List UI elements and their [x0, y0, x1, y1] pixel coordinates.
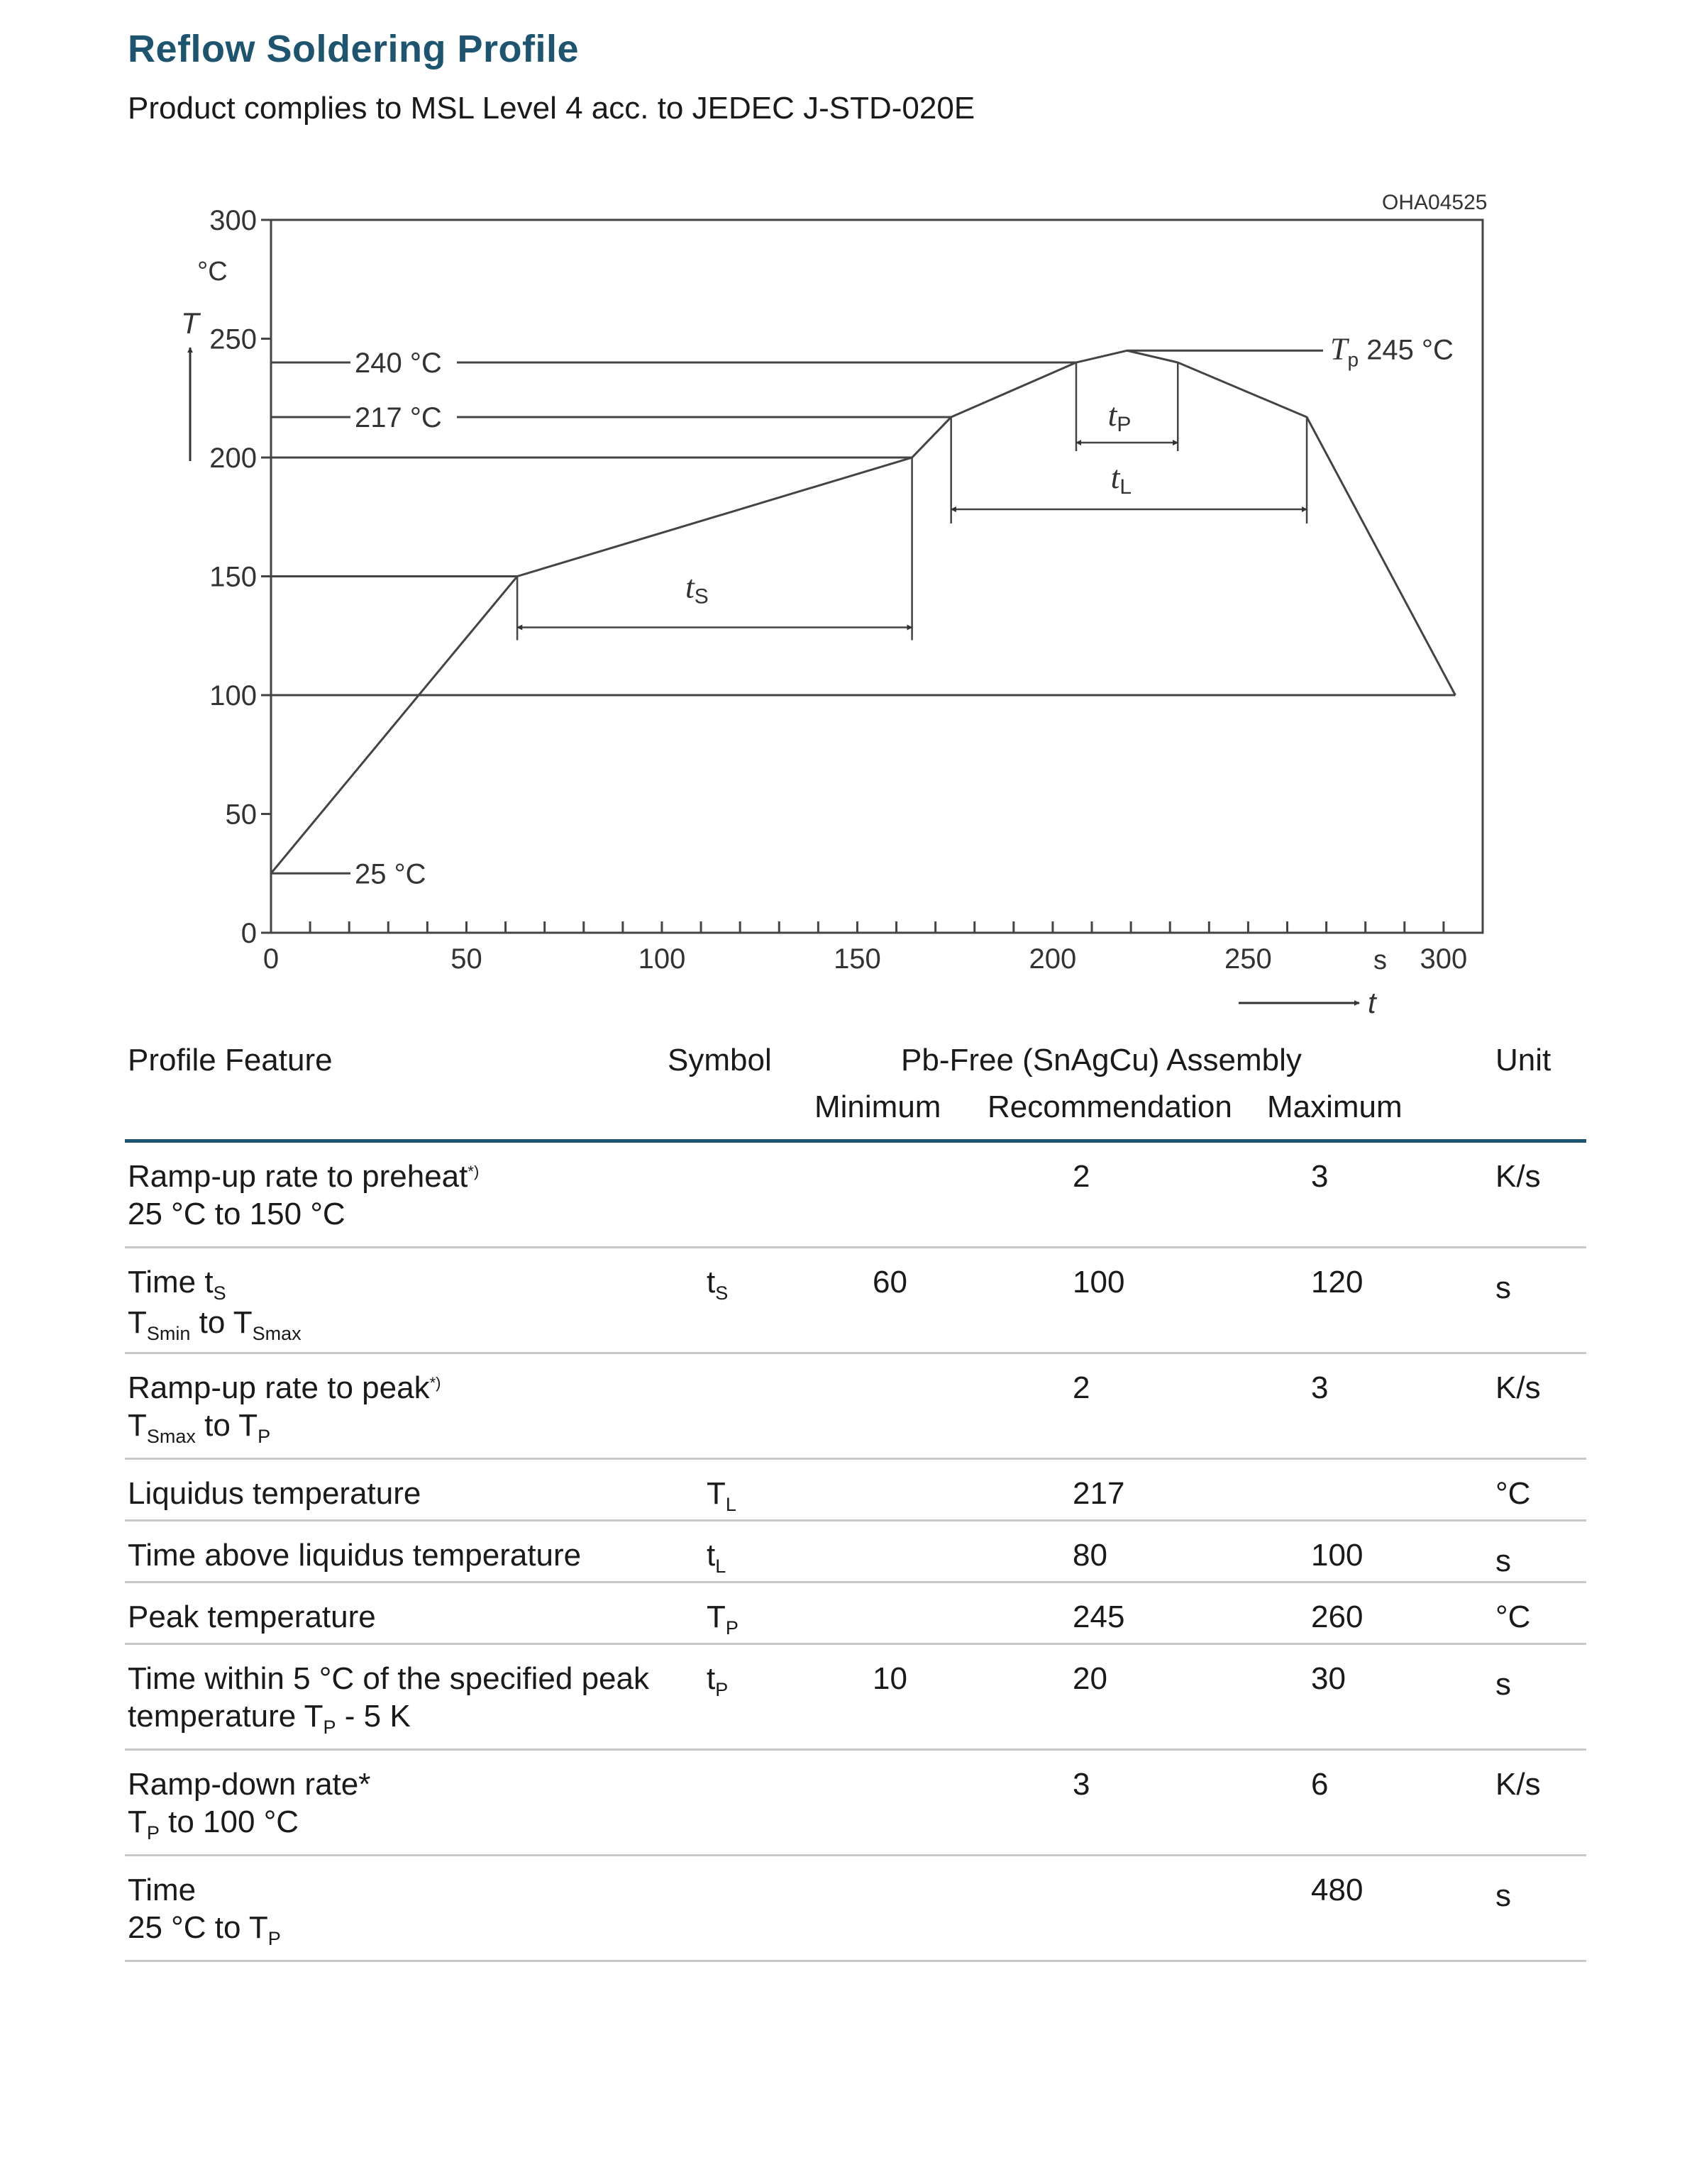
label-ts: tS	[685, 568, 709, 609]
reflow-profile-chart	[142, 177, 1532, 1050]
header-unit: Unit	[1495, 1043, 1552, 1077]
recommendation-cell: 2	[1073, 1159, 1090, 1194]
minimum-cell: 10	[873, 1661, 907, 1696]
profile-table	[125, 1036, 1586, 1962]
feature-cell: Time 25 °C to $T_P$	[128, 1873, 281, 1949]
maximum-cell: 30	[1311, 1661, 1346, 1696]
symbol-cell: $t_S$	[707, 1265, 729, 1304]
recommendation-cell: 2	[1073, 1370, 1090, 1405]
y-axis-symbol: T	[181, 306, 199, 340]
unit-cell: °C	[1495, 1476, 1531, 1511]
reference-lines	[271, 350, 1455, 873]
maximum-cell: 260	[1311, 1600, 1364, 1634]
page-subtitle: Product complies to MSL Level 4 acc. to JEDEC J-STD-020E	[128, 91, 975, 126]
x-tick-label: 300	[1420, 943, 1468, 975]
feature-cell: Time within 5 °C of the specified peak temperature $T_P - 5$ K	[128, 1661, 649, 1738]
minimum-cell: 60	[873, 1265, 907, 1299]
table-row	[125, 1856, 1586, 1962]
y-tick-label: 250	[209, 323, 257, 355]
profile-line	[271, 350, 1455, 873]
symbol-cell: $t_L$	[707, 1538, 726, 1577]
table-row	[125, 1645, 1586, 1751]
maximum-cell: 3	[1311, 1370, 1329, 1405]
unit-cell: °C	[1495, 1600, 1531, 1634]
x-tick-label: 250	[1224, 943, 1272, 975]
dimension-lines	[517, 362, 1307, 641]
unit-cell: K/s	[1495, 1370, 1541, 1405]
y-tick-label: 0	[240, 918, 257, 949]
maximum-cell: 100	[1311, 1538, 1364, 1573]
x-tick-label: 100	[638, 943, 686, 975]
header-symbol: Symbol	[668, 1043, 772, 1077]
x-tick-label: 0	[262, 943, 280, 975]
feature-cell: Ramp-down rate* $T_P$ to 100 °C	[128, 1767, 371, 1844]
maximum-cell: 3	[1311, 1159, 1329, 1194]
y-tick-label: 150	[209, 561, 257, 593]
recommendation-cell: 217	[1073, 1476, 1125, 1511]
unit-cell: s	[1495, 1543, 1511, 1578]
x-tick-label: 150	[834, 943, 881, 975]
y-tick-label: 50	[225, 799, 257, 831]
label-217c: 217 °C	[355, 402, 442, 434]
table-header	[125, 1036, 1586, 1143]
symbol-cell: $T_P$	[707, 1600, 739, 1639]
feature-cell: Ramp-up rate to preheat*) 25 °C to 150 °C	[128, 1159, 480, 1231]
page-title: Reflow Soldering Profile	[128, 28, 580, 70]
header-recommendation: Recommendation	[988, 1090, 1232, 1124]
table-body	[125, 1143, 1586, 1962]
label-tp: tP	[1107, 397, 1132, 437]
recommendation-cell: 20	[1073, 1661, 1107, 1696]
symbol-cell: $T_L$	[707, 1476, 736, 1515]
feature-cell: Time $t_S$ $T_{Smin}$ to $T_{Smax}$	[128, 1265, 302, 1345]
maximum-cell: 480	[1311, 1873, 1364, 1907]
recommendation-cell: 245	[1073, 1600, 1125, 1634]
unit-cell: s	[1495, 1667, 1511, 1702]
header-minimum: Minimum	[814, 1090, 941, 1124]
table-row	[125, 1354, 1586, 1460]
unit-cell: s	[1495, 1270, 1511, 1305]
table-row	[125, 1248, 1586, 1354]
feature-cell: Time above liquidus temperature	[128, 1538, 582, 1573]
symbol-cell: $t_P$	[707, 1661, 729, 1700]
recommendation-cell: 80	[1073, 1538, 1107, 1573]
x-axis-symbol: t	[1368, 986, 1376, 1019]
label-25c: 25 °C	[355, 858, 426, 890]
unit-cell: K/s	[1495, 1159, 1541, 1194]
y-tick-label: 200	[209, 443, 257, 474]
label-240c: 240 °C	[355, 348, 442, 379]
y-tick-label: 300	[209, 205, 257, 236]
recommendation-cell: 3	[1073, 1767, 1090, 1802]
feature-cell: Peak temperature	[128, 1600, 376, 1634]
y-unit-label: °C	[197, 257, 228, 287]
x-tick-label: 200	[1029, 943, 1077, 975]
table-row	[125, 1583, 1586, 1645]
unit-cell: K/s	[1495, 1767, 1541, 1802]
header-maximum: Maximum	[1267, 1090, 1403, 1124]
label-tl: tL	[1110, 459, 1132, 499]
label-peak-temp: $T_p$ 245 °C	[1330, 331, 1454, 371]
maximum-cell: 6	[1311, 1767, 1329, 1802]
feature-cell: Ramp-up rate to peak*) $T_{Smax}$ to $T_P$	[128, 1370, 441, 1447]
table-row	[125, 1143, 1586, 1248]
maximum-cell: 120	[1311, 1265, 1364, 1299]
table-row	[125, 1751, 1586, 1856]
table-row	[125, 1521, 1586, 1583]
x-unit-label: s	[1373, 946, 1387, 975]
recommendation-cell: 100	[1073, 1265, 1125, 1299]
y-tick-label: 100	[209, 680, 257, 711]
header-profile-feature: Profile Feature	[128, 1043, 333, 1077]
header-assembly-group: Pb-Free (SnAgCu) Assembly	[901, 1043, 1302, 1077]
unit-cell: s	[1495, 1878, 1511, 1913]
table-row	[125, 1460, 1586, 1521]
figure-code: OHA04525	[1382, 191, 1488, 214]
x-tick-label: 50	[450, 943, 482, 975]
feature-cell: Liquidus temperature	[128, 1476, 421, 1511]
